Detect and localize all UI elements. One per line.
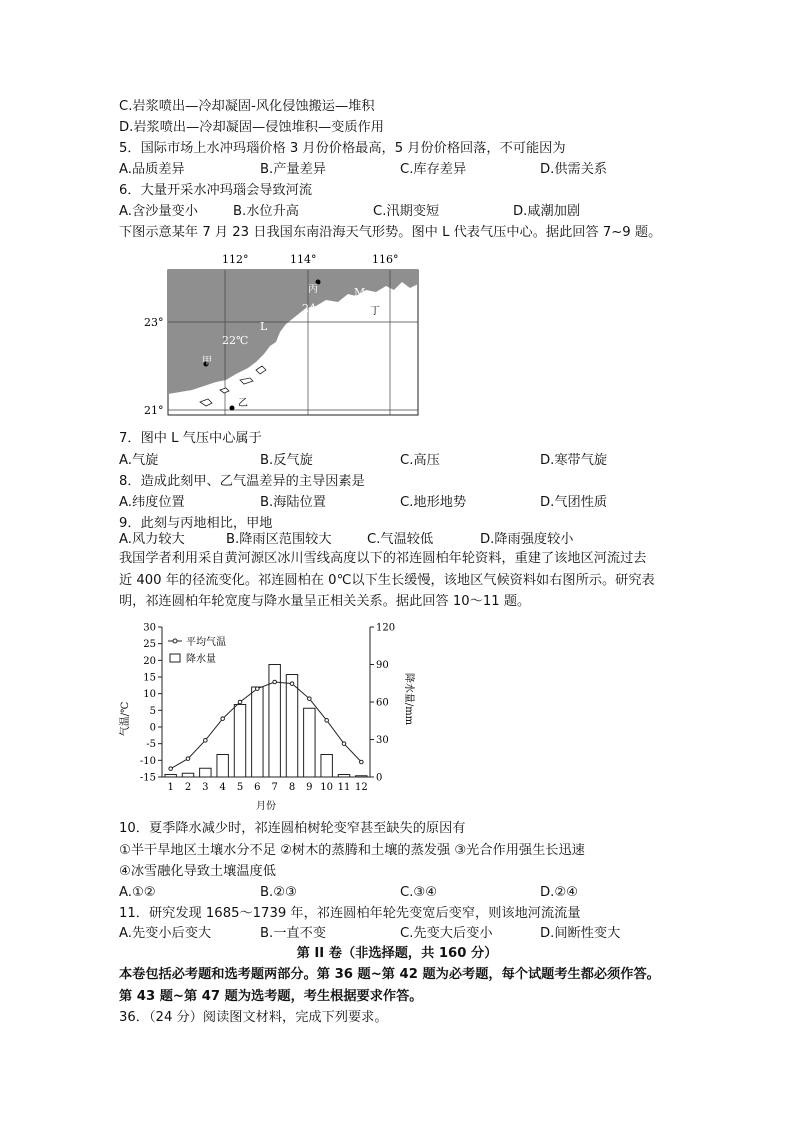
x-axis-label: 月份 — [256, 801, 276, 812]
q10-option-d: D.②④ — [540, 885, 578, 900]
temp-point — [325, 719, 329, 723]
q8-option-a: A.纬度位置 — [119, 495, 185, 510]
temp-22-label: 22℃ — [222, 334, 249, 347]
precip-bar — [252, 687, 263, 777]
temp-point — [360, 760, 364, 764]
right-tick-label: 30 — [376, 735, 389, 746]
lon-label-112: 112° — [222, 253, 249, 266]
low-center-label: L — [260, 320, 268, 333]
precip-bar — [217, 755, 228, 778]
q9-option-c: C.气温较低 — [367, 532, 434, 547]
question-7: 7．图中 L 气压中心属于 — [119, 431, 262, 446]
question-6: 6．大量开采水冲玛瑙会导致河流 — [119, 183, 313, 198]
x-tick-label: 11 — [337, 782, 351, 793]
precip-bar — [304, 708, 315, 777]
temp-point — [221, 717, 225, 721]
temp-point — [342, 742, 346, 746]
x-tick-label: 6 — [254, 782, 261, 793]
map-intro: 下图示意某年 7 月 23 日我国东南沿海天气形势。图中 L 代表气压中心。据此回答 7~9 题。 — [119, 225, 662, 240]
q11-option-b: B.一直不变 — [260, 926, 326, 941]
temp-point — [169, 767, 173, 771]
climate-chart — [116, 619, 416, 815]
x-tick-label: 4 — [219, 782, 226, 793]
q7-option-c: C.高压 — [400, 453, 440, 468]
isotherm-label: 24～26℃ — [302, 302, 354, 315]
legend-precip-label: 降水量 — [186, 654, 216, 665]
left-tick-label: -15 — [139, 772, 156, 784]
q7-option-a: A.气旋 — [119, 453, 159, 468]
q6-option-c: C.汛期变短 — [373, 204, 440, 219]
temp-point — [256, 687, 260, 691]
temp-point — [204, 739, 208, 743]
passage-line-1: 我国学者利用采自黄河源区冰川雪线高度以下的祁连圆柏年轮资料，重建了该地区河流过去 — [119, 551, 647, 566]
q7-option-d: D.寒带气旋 — [540, 453, 608, 468]
lat-label-23: 23° — [144, 316, 164, 329]
q5-option-c: C.库存差异 — [400, 162, 467, 177]
x-tick-label: 9 — [306, 782, 313, 793]
y-axis-left-label: 气温/℃ — [120, 701, 131, 737]
q6-option-b: B.水位升高 — [233, 204, 299, 219]
bing-label: 丙 — [308, 284, 318, 295]
yi-label: 乙 — [238, 398, 248, 409]
q9-option-d: D.降雨强度较小 — [480, 532, 574, 547]
question-5: 5．国际市场上水冲玛瑙价格 3 月份价格最高，5 月份价格回落，不可能因为 — [119, 141, 566, 156]
x-tick-label: 2 — [184, 782, 192, 793]
question-9: 9．此刻与丙地相比，甲地 — [119, 516, 273, 531]
precip-bar — [182, 773, 193, 777]
ding-label: 丁 — [370, 306, 380, 317]
m-label: M — [354, 286, 366, 299]
right-tick-label: 120 — [376, 622, 396, 634]
q6-option-d: D.咸潮加剧 — [513, 204, 581, 219]
y-axis-right-label: 降水量/mm — [403, 672, 414, 726]
q8-option-d: D.气团性质 — [540, 495, 608, 510]
lon-label-114: 114° — [290, 253, 317, 266]
q11-option-d: D.间断性变大 — [540, 926, 621, 941]
legend-temp-label: 平均气温 — [186, 637, 226, 648]
left-tick-label: 10 — [143, 689, 156, 701]
q10-statements-2: ④冰雪融化导致土壤温度低 — [119, 864, 276, 879]
question-10: 10．夏季降水减少时，祁连圆柏树轮变窄甚至缺失的原因有 — [119, 821, 466, 836]
right-tick-label: 60 — [376, 697, 389, 709]
precip-bar — [286, 675, 297, 778]
yi-point — [230, 406, 235, 411]
left-tick-label: 5 — [149, 705, 156, 717]
left-tick-label: 15 — [143, 672, 156, 684]
left-tick-label: -10 — [139, 755, 156, 767]
q5-option-b: B.产量差异 — [260, 162, 326, 177]
legend-bar-icon — [170, 654, 180, 662]
right-tick-label: 0 — [376, 772, 383, 784]
temp-point — [186, 757, 190, 761]
section-instructions-2: 第 43 题~第 47 题为选考题，考生根据要求作答。 — [119, 989, 423, 1004]
x-tick-label: 3 — [202, 782, 209, 793]
q9-option-a: A.风力较大 — [119, 532, 185, 547]
lat-label-21: 21° — [144, 404, 164, 417]
q11-option-c: C.先变大后变小 — [400, 926, 493, 941]
q10-option-b: B.②③ — [260, 885, 297, 900]
q5-option-d: D.供需关系 — [540, 162, 608, 177]
left-tick-label: 20 — [143, 655, 156, 667]
temp-point — [290, 682, 294, 686]
temp-point — [238, 700, 242, 704]
q6-option-a: A.含沙量变小 — [119, 204, 198, 219]
x-tick-label: 1 — [167, 782, 174, 793]
x-tick-label: 10 — [320, 782, 334, 793]
option-d-q4: D.岩浆喷出—冷却凝固—侵蚀堆积—变质作用 — [119, 120, 384, 135]
q5-option-a: A.品质差异 — [119, 162, 185, 177]
weather-map — [140, 252, 430, 420]
question-36: 36．（24 分）阅读图文材料，完成下列要求。 — [119, 1010, 388, 1025]
q10-option-c: C.③④ — [400, 885, 438, 900]
x-tick-label: 8 — [288, 782, 296, 793]
lon-label-116: 116° — [372, 253, 399, 266]
section-title: 第 II 卷（非选择题，共 160 分） — [296, 946, 498, 961]
x-tick-label: 12 — [354, 782, 368, 793]
question-8: 8．造成此刻甲、乙气温差异的主导因素是 — [119, 474, 365, 489]
temp-point — [308, 697, 312, 701]
precip-bar — [321, 755, 332, 778]
q7-option-b: B.反气旋 — [260, 453, 313, 468]
q11-option-a: A.先变小后变大 — [119, 926, 212, 941]
left-tick-label: -5 — [146, 739, 156, 751]
precip-bar — [200, 768, 211, 777]
q8-option-c: C.地形地势 — [400, 495, 467, 510]
passage-line-3: 明，祁连圆柏年轮宽度与降水量呈正相关关系。据此回答 10～11 题。 — [119, 594, 531, 609]
x-tick-label: 7 — [271, 782, 278, 793]
legend-marker-icon — [173, 639, 177, 643]
right-tick-label: 90 — [376, 660, 389, 671]
question-11: 11．研究发现 1685～1739 年，祁连圆柏年轮先变宽后变窄，则该地河流流量 — [119, 906, 581, 921]
x-tick-label: 5 — [236, 782, 244, 793]
left-tick-label: 30 — [143, 622, 156, 634]
q8-option-b: B.海陆位置 — [260, 495, 326, 510]
temp-point — [273, 680, 277, 684]
left-tick-label: 0 — [149, 722, 156, 734]
q10-statements-1: ①半干旱地区土壤水分不足 ②树木的蒸腾和土壤的蒸发强 ③光合作用强生长迅速 — [119, 843, 585, 858]
jia-label: 甲 — [202, 356, 212, 367]
q10-option-a: A.①② — [119, 885, 156, 900]
passage-line-2: 近 400 年的径流变化。祁连圆柏在 0℃以下生长缓慢，该地区气候资料如右图所示。研究表 — [119, 573, 655, 588]
option-c-q4: C.岩浆喷出—冷却凝固-风化侵蚀搬运—堆积 — [119, 99, 375, 114]
section-instructions-1: 本卷包括必考题和选考题两部分。第 36 题~第 42 题为必考题，每个试题考生都必须作答。 — [119, 967, 660, 982]
q9-option-b: B.降雨区范围较大 — [226, 532, 332, 547]
precip-bar — [234, 705, 245, 778]
left-tick-label: 25 — [143, 639, 156, 651]
